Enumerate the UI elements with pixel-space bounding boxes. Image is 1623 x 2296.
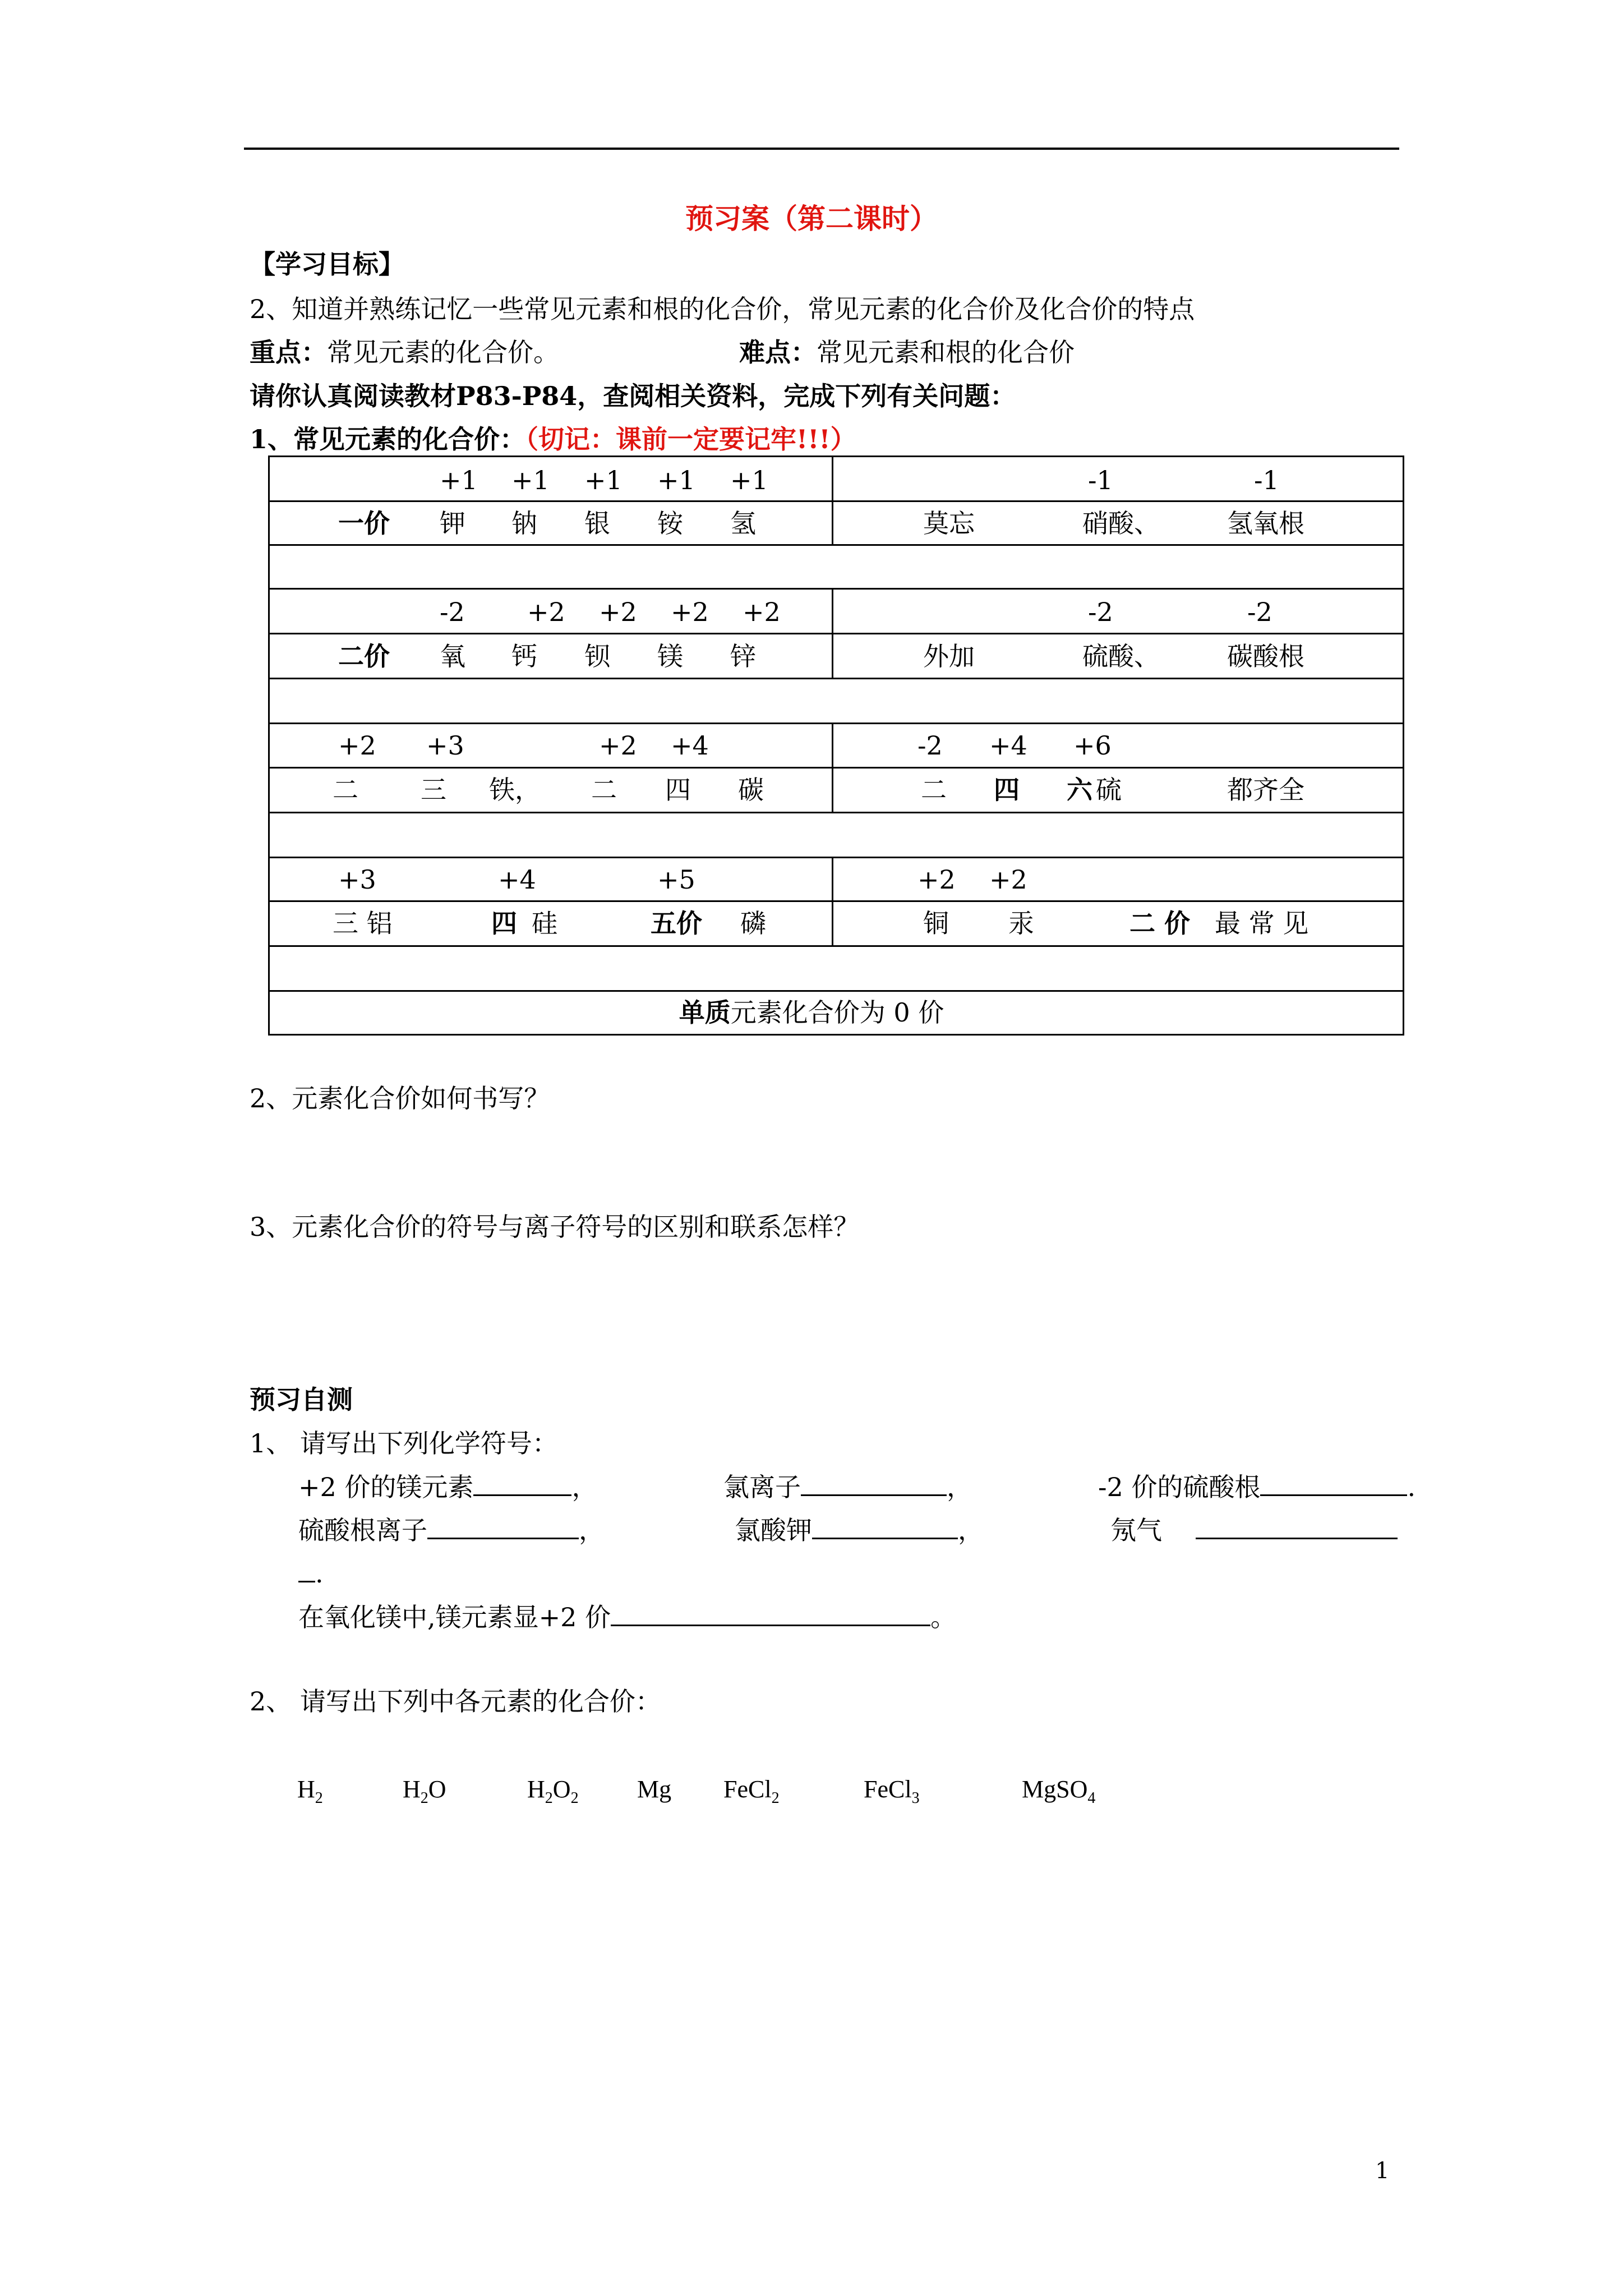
formula-h2o2: $H_2O_2$: [527, 1775, 579, 1807]
answer-blank[interactable]: [427, 1517, 579, 1539]
question-1: [250, 426, 856, 452]
element-name: 三 铝: [333, 908, 393, 938]
answer-blank[interactable]: [298, 1561, 315, 1582]
table-divider: [832, 857, 833, 945]
table-line: [270, 812, 1403, 813]
difficulty-label: 难点：: [739, 337, 817, 367]
valence-value: +1: [511, 465, 550, 495]
valence-value: +4: [671, 730, 709, 761]
valence-value: +3: [426, 730, 464, 761]
valence-value: -2: [440, 597, 465, 627]
fill-item: [723, 1474, 972, 1500]
valence-value: -2: [917, 730, 943, 761]
table-divider: [832, 723, 833, 812]
fill-item: [735, 1517, 984, 1543]
fill-punct: ，: [958, 1515, 984, 1545]
element-name: 三: [421, 775, 446, 805]
valence-value: +1: [584, 465, 623, 495]
valence-value: +2: [671, 597, 709, 627]
valence-value: +1: [440, 465, 478, 495]
key-point: [250, 339, 559, 365]
fill-punct: .: [1407, 1472, 1416, 1502]
table-line: [270, 900, 1403, 902]
selftest-item-2: 2、 请写出下列中各元素的化合价：: [250, 1686, 661, 1717]
table-footer: [0, 997, 1623, 1028]
answer-blank[interactable]: [812, 1517, 958, 1539]
valence-value: +2: [917, 864, 956, 895]
fill-prompt: 硫酸根离子: [298, 1515, 427, 1545]
element-name: 磷: [740, 908, 766, 938]
question-1-note: （切记：课前一定要记牢!!!）: [525, 424, 856, 454]
fill-prompt: 氯酸钾: [735, 1515, 812, 1545]
reading-instruction: 请你认真阅读教材P83-P84，查阅相关资料，完成下列有关问题：: [250, 381, 1016, 411]
element-name: 外加: [923, 641, 975, 671]
answer-blank[interactable]: [611, 1604, 930, 1626]
fill-prompt: 在氧化镁中,镁元素显+2 价: [298, 1602, 611, 1632]
table-line: [270, 678, 1403, 679]
fill-prompt: +2 价的镁元素: [298, 1472, 474, 1502]
row-label: 二价: [338, 641, 390, 671]
objectives-heading: 【学习目标】: [250, 249, 404, 279]
formula-mgso4: MgSO$_4$: [1022, 1775, 1096, 1807]
element-name: 碳酸根: [1227, 641, 1304, 671]
element-name: 硫酸、: [1082, 641, 1160, 671]
element-name: 硫: [1096, 775, 1122, 805]
element-name: 碳: [738, 775, 764, 805]
fill-punct: ，: [579, 1515, 605, 1545]
fill-item: [1110, 1517, 1398, 1543]
fill-item: [298, 1474, 597, 1500]
formula-mg: Mg: [637, 1775, 672, 1803]
valence-value: +2: [527, 597, 565, 627]
selftest-item-1: 1、 请写出下列化学符号：: [250, 1428, 558, 1458]
element-name: 氢: [730, 508, 756, 539]
table-line: [270, 723, 1403, 724]
element-name: 锌: [730, 641, 756, 671]
valence-value: -1: [1254, 465, 1279, 495]
formula-fecl2: FeCl$_2$: [723, 1775, 780, 1807]
fill-prompt: 氯离子: [723, 1472, 801, 1502]
valence-value: +4: [989, 730, 1027, 761]
element-name: 氧: [440, 641, 465, 671]
page-title: 预习案（第二课时）: [685, 202, 938, 235]
valence-value: +5: [657, 864, 695, 895]
element-name: 钠: [511, 508, 537, 539]
fill-item: [298, 1517, 605, 1543]
difficulty-point: [739, 339, 1075, 365]
element-name: 钾: [440, 508, 465, 539]
fill-punct: ，: [571, 1472, 598, 1502]
question-2: 2、元素化合价如何书写？: [250, 1083, 550, 1114]
element-name: 二: [333, 775, 358, 805]
element-name: 都齐全: [1227, 775, 1304, 805]
fill-prompt: -2 价的硫酸根: [1098, 1472, 1261, 1502]
valence-value: +2: [338, 730, 376, 761]
selftest-heading: 预习自测: [250, 1384, 353, 1415]
element-name: 六: [1067, 775, 1092, 805]
element-name: 银: [584, 508, 610, 539]
table-line: [270, 767, 1403, 769]
header-rule: [244, 148, 1399, 150]
fill-item: [298, 1558, 324, 1589]
valence-value: +6: [1073, 730, 1112, 761]
question-3: 3、元素化合价的符号与离子符号的区别和联系怎样？: [250, 1212, 860, 1242]
fill-prompt: 氖气: [1110, 1515, 1162, 1545]
fill-punct: .: [315, 1558, 324, 1589]
table-divider: [832, 588, 833, 678]
valence-value: +2: [599, 597, 637, 627]
key-text: 常见元素的化合价。: [327, 337, 559, 367]
element-name: 二: [591, 775, 617, 805]
formula-fecl3: FeCl$_3$: [864, 1775, 920, 1807]
table-divider: [832, 457, 833, 544]
answer-blank[interactable]: [1260, 1474, 1407, 1496]
element-name: 铵: [657, 508, 683, 539]
key-label: 重点：: [250, 337, 327, 367]
element-name: 硝酸、: [1082, 508, 1160, 539]
element-name: 氢氧根: [1227, 508, 1304, 539]
formula-h2: $H_2$: [297, 1775, 323, 1807]
valence-value: +3: [338, 864, 376, 895]
valence-value: +2: [743, 597, 781, 627]
valence-value: +1: [730, 465, 768, 495]
answer-blank[interactable]: [473, 1474, 571, 1496]
answer-blank[interactable]: [801, 1474, 947, 1496]
footer-bold: 单质: [679, 997, 731, 1028]
objective-line: 2、知道并熟练记忆一些常见元素和根的化合价，常见元素的化合价及化合价的特点: [250, 294, 1195, 324]
valence-value: +2: [599, 730, 637, 761]
row-label: 一价: [338, 508, 390, 539]
fill-punct: 。: [930, 1602, 957, 1632]
table-line: [270, 857, 1403, 858]
element-name: 四: [994, 775, 1020, 805]
valence-value: -2: [1247, 597, 1272, 627]
valence-value: +4: [498, 864, 536, 895]
element-name: 四: [491, 908, 517, 938]
element-name: 硅: [532, 908, 557, 938]
valence-value: +2: [989, 864, 1027, 895]
element-name: 钡: [584, 641, 610, 671]
difficulty-text: 常见元素和根的化合价: [817, 337, 1075, 367]
valence-value: -1: [1088, 465, 1113, 495]
fill-punct: ，: [947, 1472, 972, 1502]
table-line: [270, 588, 1403, 590]
element-name: 钙: [511, 641, 537, 671]
element-name: 铁，: [489, 775, 541, 805]
element-name: 四: [665, 775, 691, 805]
question-1-label: 1、常见元素的化合价：: [250, 424, 526, 454]
fill-item: [1098, 1474, 1415, 1500]
valence-value: -2: [1088, 597, 1113, 627]
element-name: 五价: [651, 908, 702, 938]
page-number: 1: [1375, 2158, 1390, 2184]
table-line: [270, 633, 1403, 634]
answer-blank[interactable]: [1196, 1517, 1398, 1539]
element-name: 莫忘: [923, 508, 975, 539]
formula-h2o: $H_2O$: [403, 1775, 446, 1807]
footer-text: 元素化合价为 0 价: [730, 997, 944, 1028]
table-line: [270, 500, 1403, 502]
fill-item: [298, 1604, 956, 1630]
element-name: 二 价: [1129, 908, 1191, 938]
element-name: 镁: [657, 641, 683, 671]
table-line: [270, 544, 1403, 546]
valence-value: +1: [657, 465, 695, 495]
element-name: 铜: [923, 908, 949, 938]
element-name: 二: [921, 775, 947, 805]
table-line: [270, 945, 1403, 947]
element-name: 最 常 见: [1215, 908, 1309, 938]
table-line: [270, 990, 1403, 992]
element-name: 汞: [1008, 908, 1034, 938]
